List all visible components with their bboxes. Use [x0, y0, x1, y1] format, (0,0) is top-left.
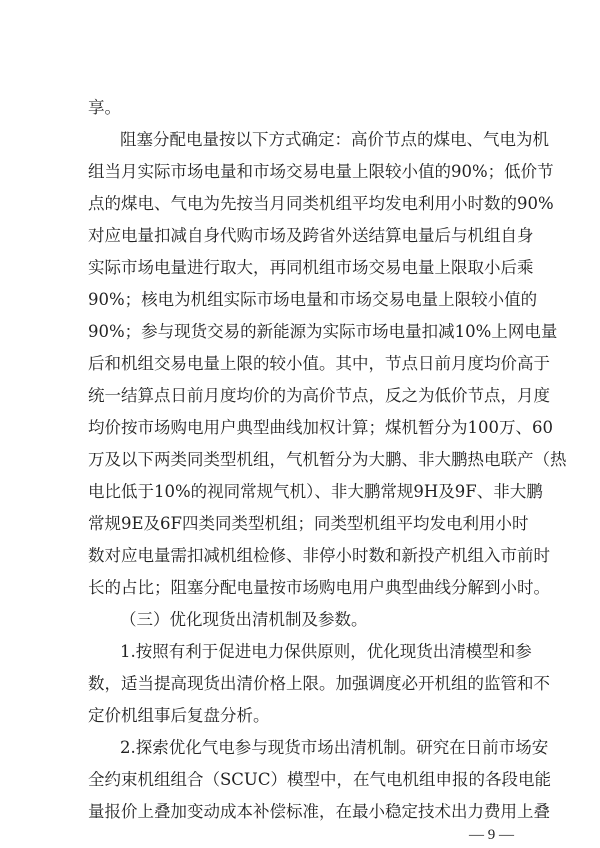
paragraph-line-7: 90%；核电为机组实际市场电量和市场交易电量上限较小值的 [88, 290, 538, 309]
paragraph-line-11: 均价按市场购电用户典型曲线加权计算；煤机暂分为100万、60 [88, 418, 553, 437]
paragraph-line-19: 数，适当提高现货出清价格上限。加强调度必开机组的监管和不 [88, 674, 550, 693]
paragraph-line-22: 全约束机组组合（SCUC）模型中，在气电机组申报的各段电能 [88, 770, 551, 789]
paragraph-line-1: 享。 [88, 98, 121, 117]
paragraph-line-20: 定价机组事后复盘分析。 [88, 706, 270, 725]
paragraph-line-9: 后和机组交易电量上限的较小值。其中，节点日前月度均价高于 [88, 354, 550, 373]
paragraph-line-12: 万及以下两类同类型机组，气机暂分为大鹏、非大鹏热电联产（热 [88, 450, 567, 469]
paragraph-line-6: 实际市场电量进行取大，再同机组市场交易电量上限取小后乘 [88, 258, 534, 277]
page-number: — 9 — [469, 827, 514, 843]
paragraph-line-21: 2.探索优化气电参与现货市场出清机制。研究在日前市场安 [120, 738, 549, 757]
paragraph-line-5: 对应电量扣减自身代购市场及跨省外送结算电量后与机组自身 [88, 226, 534, 245]
paragraph-line-10: 统一结算点日前月度均价的为高价节点，反之为低价节点，月度 [88, 386, 550, 405]
paragraph-line-16: 长的占比；阻塞分配电量按市场购电用户典型曲线分解到小时。 [88, 578, 550, 597]
section-heading: （三）优化现货出清机制及参数。 [120, 610, 368, 629]
paragraph-line-4: 点的煤电、气电为先按当月同类机组平均发电利用小时数的90% [88, 194, 554, 213]
paragraph-line-8: 90%；参与现货交易的新能源为实际市场电量扣减10%上网电量 [88, 322, 558, 341]
paragraph-line-2: 阻塞分配电量按以下方式确定：高价节点的煤电、气电为机 [120, 130, 549, 149]
paragraph-line-15: 数对应电量需扣减机组检修、非停小时数和新投产机组入市前时 [88, 546, 550, 565]
paragraph-line-3: 组当月实际市场电量和市场交易电量上限较小值的90%；低价节 [88, 162, 554, 181]
paragraph-line-23: 量报价上叠加变动成本补偿标准，在最小稳定技术出力费用上叠 [88, 802, 550, 821]
paragraph-line-13: 电比低于10%的视同常规气机）、非大鹏常规9H及9F、非大鹏 [88, 482, 543, 501]
paragraph-line-18: 1.按照有利于促进电力保供原则，优化现货出清模型和参 [120, 642, 532, 661]
paragraph-line-14: 常规9E及6F四类同类型机组；同类型机组平均发电利用小时 [88, 514, 529, 533]
